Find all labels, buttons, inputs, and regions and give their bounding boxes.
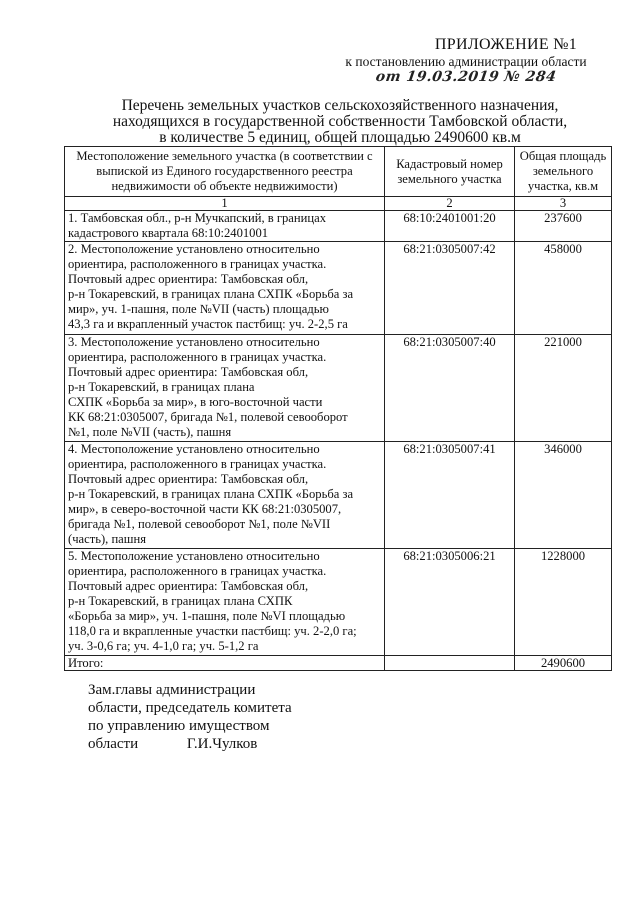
location-line: ориентира, расположенного в границах участка.: [68, 457, 327, 471]
location-line: р-н Токаревский, в границах плана СХПК «Борьба за: [68, 287, 354, 301]
area-cell: 221000: [515, 335, 612, 442]
location-line: кадастрового квартала 68:10:2401001: [68, 226, 269, 240]
area-cell: 458000: [515, 242, 612, 335]
location-line: ориентира, расположенного в границах участка.: [68, 350, 327, 364]
signature-line: по управлению имуществом: [88, 718, 270, 734]
location-line: 5. Местоположение установлено относительно: [68, 549, 320, 563]
title-line: находящихся в государственной собственности Тамбовской области,: [112, 113, 568, 130]
location-cell: [65, 549, 385, 656]
location-cell: [65, 442, 385, 549]
land-plots-table: [64, 146, 612, 671]
table-row: [65, 335, 612, 442]
location-line: мир», уч. 1-пашня, поле №VII (часть) площадью: [68, 302, 329, 316]
table-row: [65, 211, 612, 242]
location-line: Почтовый адрес ориентира: Тамбовская обл,: [68, 579, 309, 593]
location-line: ориентира, расположенного в границах участка.: [68, 257, 327, 271]
appendix-reference: к постановлению администрации области: [345, 54, 587, 69]
signature-block: [88, 681, 292, 753]
location-line: 1. Тамбовская обл., р-н Мучкапский, в границах: [68, 211, 326, 225]
appendix-title: ПРИЛОЖЕНИЕ №1: [434, 36, 578, 53]
location-line: 3. Местоположение установлено относительно: [68, 335, 320, 349]
location-cell: [65, 335, 385, 442]
table-row: [65, 442, 612, 549]
column-header-location: Местоположение земельного участка (в соответствии с выпиской из Единого государственного реестра недвижимости об объекте недвижимости): [65, 147, 385, 197]
location-line: р-н Токаревский, в границах плана СХПК «Борьба за: [68, 487, 354, 501]
title-line: Перечень земельных участков сельскохозяйственного назначения,: [121, 97, 559, 114]
title-line: в количестве 5 единиц, общей площадью 2490600 кв.м: [159, 129, 521, 146]
location-line: р-н Токаревский, в границах плана: [68, 380, 255, 394]
handwritten-date-number: от 19.03.2019 № 284: [374, 69, 558, 85]
total-row: [65, 656, 612, 671]
signature-line: области, председатель комитета: [88, 700, 292, 716]
column-header-cadastral: Кадастровый номер земельного участка: [385, 147, 515, 197]
column-number: 2: [385, 197, 515, 211]
location-cell: [65, 211, 385, 242]
location-line: мир», в северо-восточной части КК 68:21:0305007,: [68, 502, 342, 516]
signature-line: Зам.главы администрации: [88, 682, 256, 698]
location-line: 43,3 га и вкрапленный участок пастбищ: уч. 2-2,5 га: [68, 317, 348, 331]
location-line: 4. Местоположение установлено относительно: [68, 442, 320, 456]
location-line: КК 68:21:0305007, бригада №1, полевой севооборот: [68, 410, 348, 424]
total-value: 2490600: [515, 656, 612, 671]
location-line: №1, поле №VII (часть), пашня: [68, 425, 232, 439]
location-line: р-н Токаревский, в границах плана СХПК: [68, 594, 293, 608]
table-row: [65, 242, 612, 335]
column-number: 1: [65, 197, 385, 211]
location-line: Почтовый адрес ориентира: Тамбовская обл,: [68, 272, 309, 286]
column-number: 3: [515, 197, 612, 211]
area-cell: 346000: [515, 442, 612, 549]
cadastral-cell: 68:21:0305007:40: [385, 335, 515, 442]
location-line: уч. 3-0,6 га; уч. 4-1,0 га; уч. 5-1,2 га: [68, 639, 259, 653]
column-header-area: Общая площадь земельного участка, кв.м: [515, 147, 612, 197]
location-line: Почтовый адрес ориентира: Тамбовская обл,: [68, 365, 309, 379]
location-line: СХПК «Борьба за мир», в юго-восточной части: [68, 395, 323, 409]
location-line: 2. Местоположение установлено относительно: [68, 242, 320, 256]
cadastral-cell: 68:21:0305006:21: [385, 549, 515, 656]
location-cell: [65, 242, 385, 335]
cadastral-cell: 68:21:0305007:41: [385, 442, 515, 549]
area-cell: 1228000: [515, 549, 612, 656]
cadastral-cell: 68:10:2401001:20: [385, 211, 515, 242]
table-row: [65, 549, 612, 656]
column-number-row: [65, 197, 612, 211]
total-empty-cell: [385, 656, 515, 671]
location-line: 118,0 га и вкрапленные участки пастбищ: уч. 2-2,0 га;: [68, 624, 357, 638]
document-title: [100, 98, 580, 146]
location-line: бригада №1, полевой севооборот №1, поле №VII: [68, 517, 331, 531]
cadastral-cell: 68:21:0305007:42: [385, 242, 515, 335]
signature-line: области Г.И.Чулков: [88, 736, 258, 752]
area-cell: 237600: [515, 211, 612, 242]
total-label: Итого:: [65, 656, 385, 671]
appendix-header: [320, 36, 612, 85]
location-line: «Борьба за мир», уч. 1-пашня, поле №VI площадью: [68, 609, 346, 623]
table-header-row: [65, 147, 612, 197]
location-line: (часть), пашня: [68, 532, 147, 546]
location-line: ориентира, расположенного в границах участка.: [68, 564, 327, 578]
location-line: Почтовый адрес ориентира: Тамбовская обл,: [68, 472, 309, 486]
